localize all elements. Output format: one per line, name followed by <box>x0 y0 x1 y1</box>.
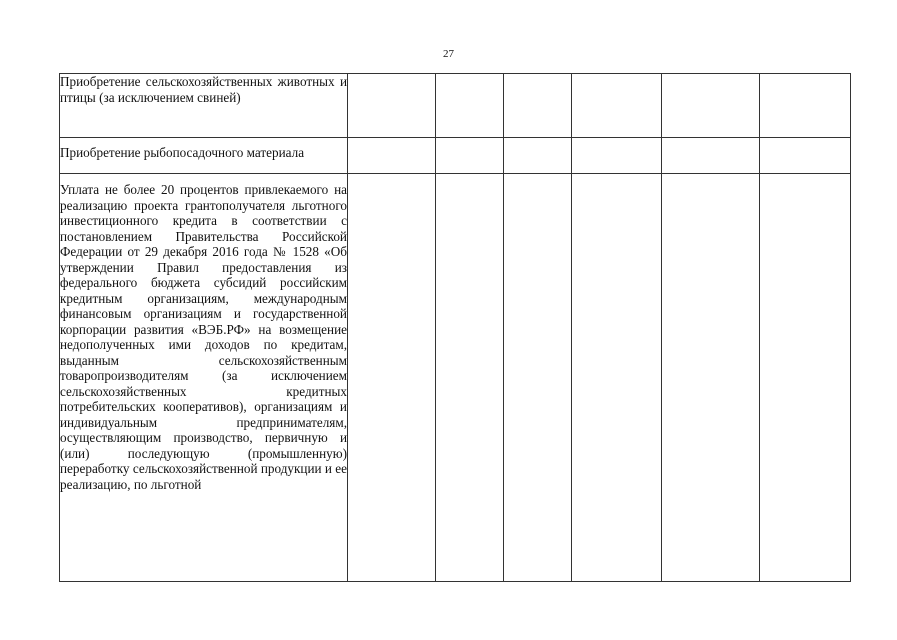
table-row <box>60 74 851 138</box>
page-number: 27 <box>443 48 454 60</box>
value-cell <box>572 174 662 582</box>
row-label-cell <box>60 138 348 174</box>
value-cell <box>662 138 760 174</box>
value-cell <box>760 138 851 174</box>
budget-table <box>59 73 851 582</box>
value-cell <box>348 174 436 582</box>
value-cell <box>760 174 851 582</box>
value-cell <box>504 174 572 582</box>
row-label-cell <box>60 174 348 582</box>
value-cell <box>662 74 760 138</box>
value-cell <box>662 174 760 582</box>
value-cell <box>348 74 436 138</box>
value-cell <box>572 138 662 174</box>
row-label: Уплата не более 20 процентов привлекаемого на реализацию проекта грантополучателя льготного инвестиционного кредита в соответствии с постановлением Правительства Российской Федерации от 29 декабря 2016 года № 1528 «Об утверждении Правил предоставления из федерального бюджета субсидий российским кредитным организациям, международным финансовым организациям и государственной корпорации развития «ВЭБ.РФ» на возмещение недополученных ими доходов по кредитам, выданным сельскохозяйственным товаропроизводителям (за исключением сельскохозяйственных кредитных потребительских кооперативов), организациям и индивидуальным предпринимателям, осуществляющим производство, первичную и (или) последующую (промышленную) переработку сельскохозяйственной продукции и ее реализацию, по льготной <box>60 182 347 492</box>
row-label-cell <box>60 74 348 138</box>
table-row <box>60 138 851 174</box>
row-label: Приобретение рыбопосадочного материала <box>60 145 305 160</box>
value-cell <box>436 138 504 174</box>
value-cell <box>572 74 662 138</box>
value-cell <box>760 74 851 138</box>
value-cell <box>504 138 572 174</box>
value-cell <box>436 174 504 582</box>
value-cell <box>504 74 572 138</box>
value-cell <box>348 138 436 174</box>
row-label: Приобретение сельскохозяйственных животных и птицы (за исключением свиней) <box>60 74 347 105</box>
table-row <box>60 174 851 582</box>
value-cell <box>436 74 504 138</box>
